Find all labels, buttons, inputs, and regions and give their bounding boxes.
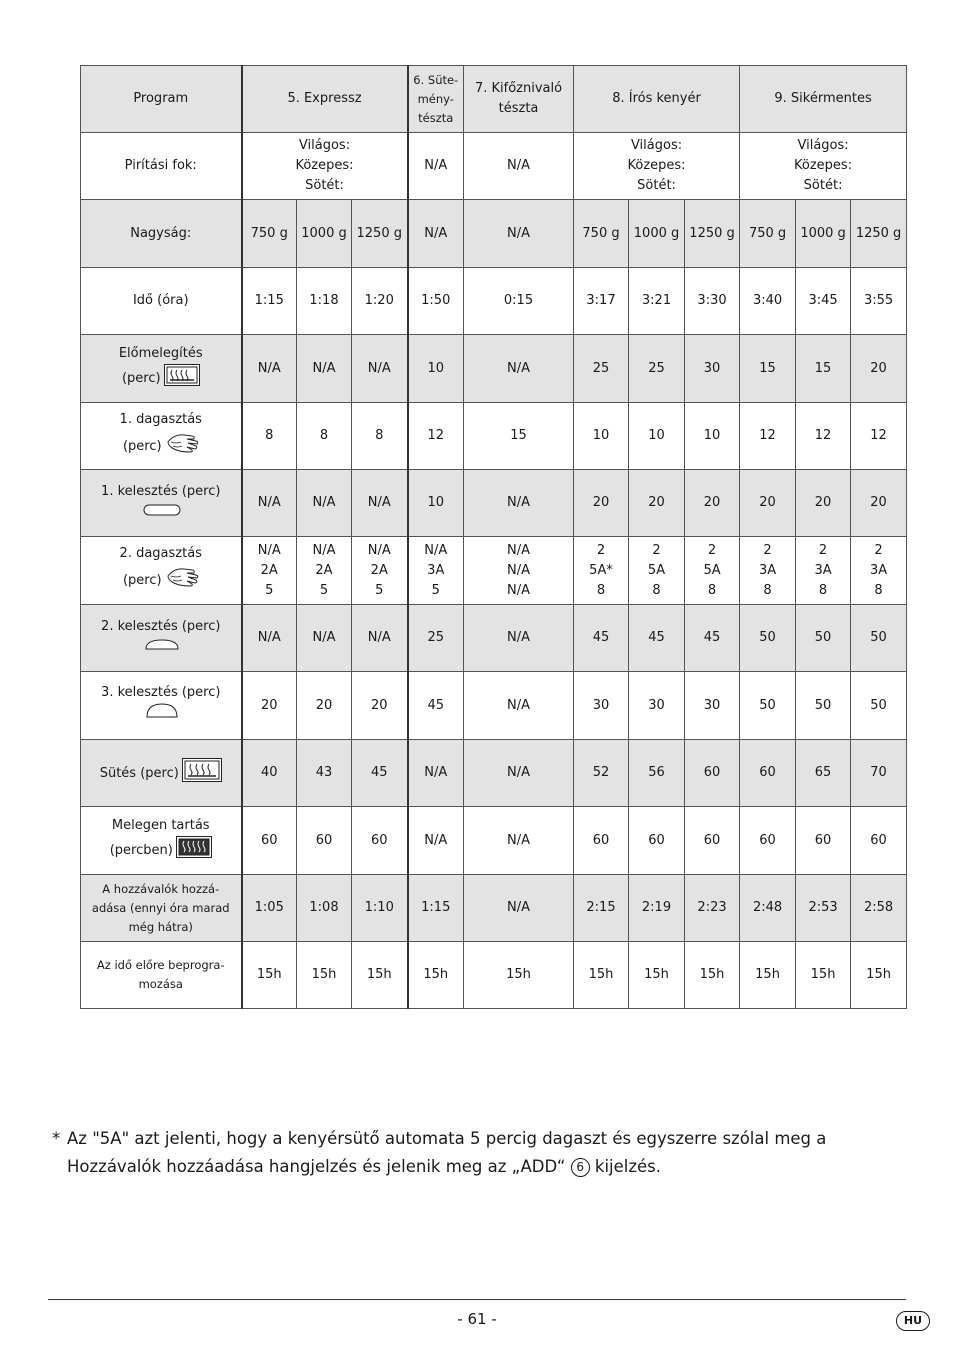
table-cell: 20 (297, 672, 352, 740)
table-cell: 20 (629, 470, 685, 537)
table-cell: 2 5A* 8 (574, 537, 629, 605)
table-row (81, 942, 907, 1009)
table-cell: Világos: Közepes: Sötét: (242, 133, 408, 200)
table-cell: 3:17 (574, 268, 629, 335)
table-cell: N/A 2A 5 (352, 537, 408, 605)
table-cell: 20 (685, 470, 740, 537)
table-cell: 1250 g (685, 200, 740, 268)
table-cell: 2 3A 8 (851, 537, 907, 605)
table-cell: N/A (408, 200, 464, 268)
table-cell: 15h (464, 942, 574, 1009)
table-cell: 45 (629, 605, 685, 672)
row-label-text: 3. kelesztés (perc) (101, 685, 221, 700)
table-cell: 20 (242, 672, 297, 740)
table-cell: 60 (740, 740, 796, 807)
table-cell: 15 (464, 403, 574, 470)
table-cell: N/A (297, 605, 352, 672)
table-row (81, 268, 907, 335)
table-cell: Világos: Közepes: Sötét: (574, 133, 740, 200)
program-table (80, 65, 907, 1009)
table-cell: 15h (574, 942, 629, 1009)
table-cell: 60 (352, 807, 408, 875)
table-cell: 1:05 (242, 875, 297, 942)
table-cell: 2:15 (574, 875, 629, 942)
row-label-text: Előmelegítés (118, 346, 203, 361)
row-label-text: még hátra) (128, 919, 193, 934)
row-label-text: (perc) (122, 573, 162, 588)
table-cell: 60 (242, 807, 297, 875)
table-cell: 60 (629, 807, 685, 875)
row-label (81, 470, 242, 537)
header-program-7: 7. Kifőznivaló tészta (464, 66, 574, 133)
row-label (81, 740, 242, 807)
table-cell: 30 (685, 672, 740, 740)
table-cell: 20 (851, 335, 907, 403)
row-label (81, 133, 242, 200)
table-cell: 50 (851, 605, 907, 672)
kneading-hand-icon (165, 564, 199, 597)
table-cell: 10 (685, 403, 740, 470)
table-cell: N/A N/A N/A (464, 537, 574, 605)
table-cell: 45 (408, 672, 464, 740)
dough-medium-icon (144, 637, 180, 660)
table-cell: 25 (408, 605, 464, 672)
table-cell: N/A (408, 807, 464, 875)
table-cell: 15 (740, 335, 796, 403)
table-cell: 1000 g (297, 200, 352, 268)
table-cell: 15h (629, 942, 685, 1009)
table-cell: 2:19 (629, 875, 685, 942)
table-cell: 15h (297, 942, 352, 1009)
row-label-text: mozása (138, 977, 183, 991)
table-cell: 8 (352, 403, 408, 470)
footer-divider (48, 1299, 906, 1300)
table-cell: N/A (464, 335, 574, 403)
table-cell: 1250 g (352, 200, 408, 268)
table-cell: 56 (629, 740, 685, 807)
row-label-text: Melegen tartás (111, 818, 210, 833)
table-cell: 1:18 (297, 268, 352, 335)
row-label-text: Idő (óra) (132, 293, 189, 308)
row-label-text: 1. dagasztás (119, 411, 202, 427)
table-row (81, 875, 907, 942)
table-cell: 2 5A 8 (629, 537, 685, 605)
table-cell: 2 5A 8 (685, 537, 740, 605)
row-label (81, 335, 242, 403)
table-cell: N/A (352, 470, 408, 537)
table-cell: N/A (464, 200, 574, 268)
table-cell: 60 (740, 807, 796, 875)
header-program-5: 5. Expressz (242, 66, 408, 133)
row-label (81, 200, 242, 268)
row-label-text: 1. kelesztés (perc) (101, 483, 221, 499)
table-cell: 1:08 (297, 875, 352, 942)
oven-low-heat-icon (164, 364, 200, 393)
row-label-text: Nagyság: (130, 225, 192, 241)
table-cell: 2:53 (796, 875, 851, 942)
table-row (81, 605, 907, 672)
footnote (52, 1125, 912, 1181)
row-label (81, 403, 242, 470)
table-cell: 2 3A 8 (796, 537, 851, 605)
table-cell: 50 (796, 605, 851, 672)
table-cell: 70 (851, 740, 907, 807)
table-cell: 15h (740, 942, 796, 1009)
table-row (81, 740, 907, 807)
language-badge: HU (896, 1311, 930, 1331)
table-cell: 750 g (242, 200, 297, 268)
table-cell: 8 (297, 403, 352, 470)
table-cell: N/A (242, 335, 297, 403)
table-cell: 750 g (574, 200, 629, 268)
table-cell: N/A (352, 335, 408, 403)
oven-keep-warm-icon (176, 836, 212, 865)
table-cell: 25 (629, 335, 685, 403)
table-cell: 10 (408, 470, 464, 537)
table-cell: 1:15 (408, 875, 464, 942)
table-cell: 12 (408, 403, 464, 470)
table-cell: 750 g (740, 200, 796, 268)
table-cell: 1250 g (851, 200, 907, 268)
table-cell: 3:55 (851, 268, 907, 335)
table-cell: 10 (408, 335, 464, 403)
footnote-star: * (52, 1129, 61, 1148)
oven-baking-icon (182, 758, 222, 789)
table-cell: 10 (629, 403, 685, 470)
table-cell: 65 (796, 740, 851, 807)
table-cell: Világos: Közepes: Sötét: (740, 133, 907, 200)
table-cell: N/A (352, 605, 408, 672)
table-cell: N/A (408, 740, 464, 807)
header-program-6: 6. Süte- mény- tészta (408, 66, 464, 133)
table-cell: N/A (242, 605, 297, 672)
header-program-8: 8. Írós kenyér (574, 66, 740, 133)
table-cell: 10 (574, 403, 629, 470)
table-cell: 15h (851, 942, 907, 1009)
table-cell: 0:15 (464, 268, 574, 335)
table-cell: 60 (685, 740, 740, 807)
row-label-text: (percben) (109, 843, 173, 858)
table-cell: 12 (740, 403, 796, 470)
table-cell: 1000 g (796, 200, 851, 268)
table-cell: 60 (685, 807, 740, 875)
table-cell: 30 (629, 672, 685, 740)
row-label (81, 807, 242, 875)
table-cell: 60 (796, 807, 851, 875)
table-row (81, 470, 907, 537)
row-label-text: 2. dagasztás (119, 546, 202, 561)
table-cell: 1:50 (408, 268, 464, 335)
footnote-text: Az "5A" azt jelenti, hogy a kenyérsütő automata 5 percig dagaszt és egyszerre szólal meg a Hozzávalók hozzáadása hangjelzés és jelenik meg az „ADD“ (67, 1129, 827, 1176)
page-number: - 61 - (457, 1310, 497, 1328)
table-cell: 20 (352, 672, 408, 740)
table-row (81, 133, 907, 200)
table-cell: 8 (242, 403, 297, 470)
table-cell: 3:40 (740, 268, 796, 335)
row-label-text: (perc) (121, 371, 161, 386)
table-cell: 50 (740, 672, 796, 740)
header-program-9: 9. Sikérmentes (740, 66, 907, 133)
row-label (81, 942, 242, 1009)
table-cell: 43 (297, 740, 352, 807)
table-cell: N/A (297, 470, 352, 537)
table-cell: 60 (851, 807, 907, 875)
table-row (81, 335, 907, 403)
table-cell: N/A 2A 5 (242, 537, 297, 605)
table-cell: 45 (352, 740, 408, 807)
table-cell: N/A (464, 740, 574, 807)
table-row (81, 537, 907, 605)
table-cell: 20 (796, 470, 851, 537)
table-cell: 15h (796, 942, 851, 1009)
table-cell: 40 (242, 740, 297, 807)
table-cell: 3:21 (629, 268, 685, 335)
table-row (81, 403, 907, 470)
table-cell: 15h (685, 942, 740, 1009)
row-label-text: Pirítási fok: (124, 158, 197, 173)
table-cell: N/A (242, 470, 297, 537)
dough-risen-icon (145, 703, 179, 728)
table-cell: 1:20 (352, 268, 408, 335)
table-row (81, 807, 907, 875)
row-label-text: adása (ennyi óra marad (91, 900, 230, 915)
table-cell: 2:23 (685, 875, 740, 942)
table-cell: N/A 2A 5 (297, 537, 352, 605)
table-cell: 3:30 (685, 268, 740, 335)
table-cell: 45 (574, 605, 629, 672)
table-cell: 60 (574, 807, 629, 875)
table-cell: 1:15 (242, 268, 297, 335)
table-cell: 15h (242, 942, 297, 1009)
table-cell: N/A (464, 133, 574, 200)
row-label-text: 2. kelesztés (perc) (101, 618, 221, 634)
row-label (81, 268, 242, 335)
row-label-text: Sütés (perc) (99, 765, 179, 781)
table-cell: 50 (796, 672, 851, 740)
table-cell: 30 (574, 672, 629, 740)
row-label (81, 537, 242, 605)
table-cell: N/A (464, 672, 574, 740)
table-cell: N/A (464, 875, 574, 942)
table-cell: 12 (851, 403, 907, 470)
row-label-text: A hozzávalók hozzá- (102, 881, 220, 896)
table-cell: 15h (408, 942, 464, 1009)
table-cell: 3:45 (796, 268, 851, 335)
table-cell: N/A (297, 335, 352, 403)
table-cell: 20 (851, 470, 907, 537)
table-cell: 52 (574, 740, 629, 807)
dough-flat-icon (143, 502, 181, 525)
row-label (81, 605, 242, 672)
kneading-hand-icon (165, 430, 199, 463)
table-cell: N/A (464, 807, 574, 875)
table-cell: 45 (685, 605, 740, 672)
table-cell: 2:48 (740, 875, 796, 942)
row-label-text: Az idő előre beprogra- (96, 958, 225, 972)
table-row (81, 200, 907, 268)
table-cell: 1:10 (352, 875, 408, 942)
row-label (81, 875, 242, 942)
table-row (81, 672, 907, 740)
header-program: Program (81, 66, 242, 133)
table-cell: 50 (740, 605, 796, 672)
table-cell: 20 (740, 470, 796, 537)
table-cell: N/A 3A 5 (408, 537, 464, 605)
table-cell: 1000 g (629, 200, 685, 268)
table-cell: 50 (851, 672, 907, 740)
table-cell: 2 3A 8 (740, 537, 796, 605)
table-cell: 60 (297, 807, 352, 875)
table-header-row (81, 66, 907, 133)
table-cell: N/A (464, 605, 574, 672)
table-cell: 15 (796, 335, 851, 403)
circled-number-badge: 6 (571, 1158, 590, 1177)
table-cell: N/A (464, 470, 574, 537)
table-cell: 25 (574, 335, 629, 403)
table-cell: 12 (796, 403, 851, 470)
row-label (81, 672, 242, 740)
footnote-text-end: kijelzés. (594, 1157, 662, 1176)
table-cell: N/A (408, 133, 464, 200)
table-cell: 15h (352, 942, 408, 1009)
table-cell: 30 (685, 335, 740, 403)
table-cell: 20 (574, 470, 629, 537)
table-cell: 2:58 (851, 875, 907, 942)
row-label-text: (perc) (122, 438, 162, 454)
